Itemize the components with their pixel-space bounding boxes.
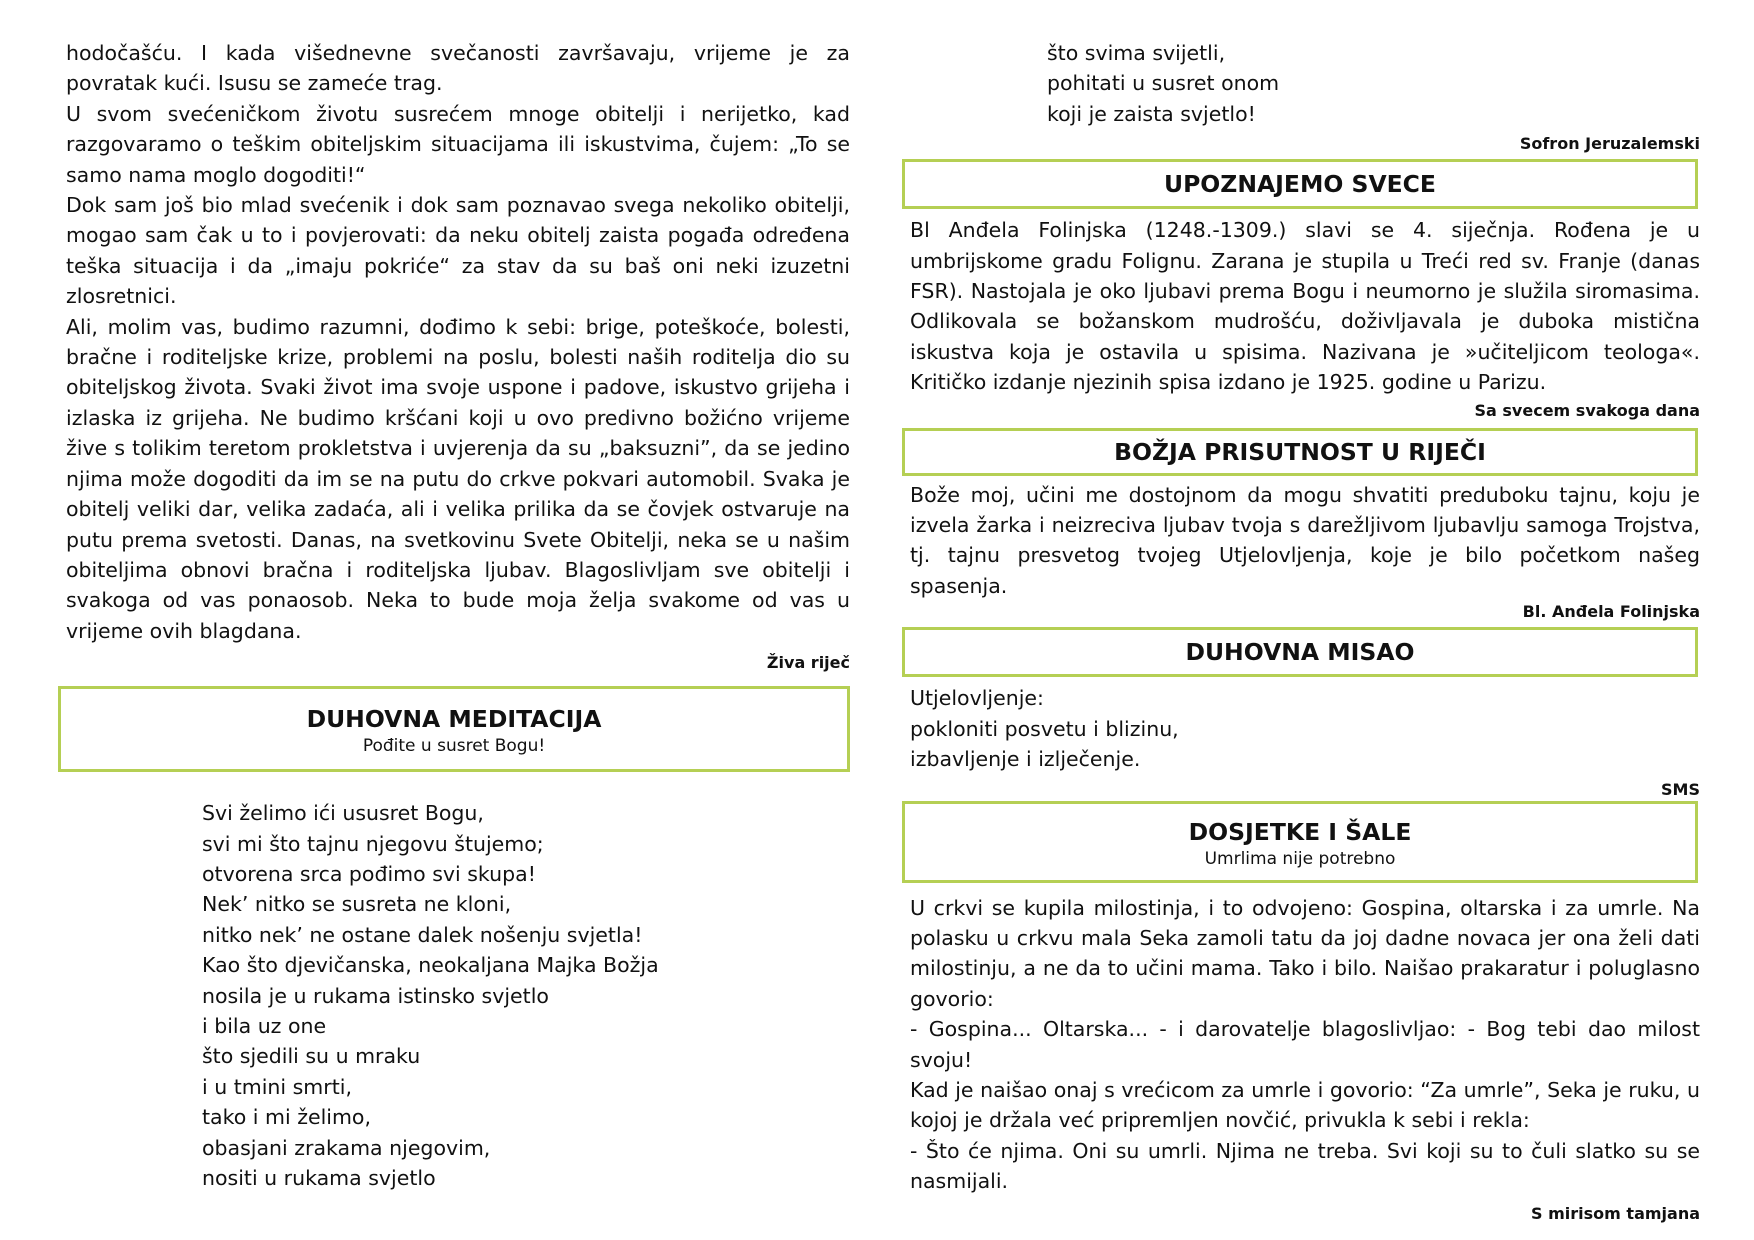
section-title: DUHOVNA MISAO — [1185, 638, 1415, 667]
thought-header — [902, 627, 1698, 677]
poem-line: i u tmini smrti, — [202, 1074, 352, 1099]
jokes-header — [902, 801, 1698, 883]
paragraph: U svom svećeničkom životu susrećem mnoge obitelji i nerijetko, kad razgovaramo o teškim obiteljskim situacijama ili iskustvima, čujem: „To se samo nama moglo dogoditi!“ — [66, 101, 850, 187]
poem-line: svi mi što tajnu njegovu štujemo; — [202, 831, 544, 856]
attribution: Sa svecem svakoga dana — [1474, 400, 1700, 420]
poem-line: i bila uz one — [202, 1013, 327, 1038]
poem-line: Kao što djevičanska, neokaljana Majka Božja — [202, 953, 659, 978]
saints-header — [902, 159, 1698, 209]
thought-line: izbavljenje i izlječenje. — [910, 747, 1141, 772]
paragraph: - Gospina... Oltarska... - i darovatelje blagoslivljao: - Bog tebi dao milost svoju! — [910, 1017, 1700, 1072]
meditation-poem — [202, 798, 850, 1193]
paragraph: U crkvi se kupila milostinja, i to odvojeno: Gospina, oltarska i za umrle. Na polasku u crkvu mala Seka zamoli tatu da joj dadne novaca jer ona želi dati milostinju, a ne da to učini mama. Tako i bilo. Naišao prakaratur i poluglasno govorio: — [910, 895, 1700, 1011]
thought-line: Utjelovljenje: — [910, 686, 1044, 711]
section-title: DOSJETKE I ŠALE — [1188, 817, 1412, 846]
paragraph: Ali, molim vas, budimo razumni, dođimo k sebi: brige, poteškoće, bolesti, bračne i roditeljske krize, problemi na poslu, bolesti naših roditelja dio su obiteljskog života. Svaki život ima svoje uspone i padove, iskustvo grijeha i izlaska iz grijeha. Ne budimo kršćani koji u ovo predivno božićno vrijeme žive s tolikim teretom prokletstva i uvjerenja da su „baksuzni”, da se jedino njima može dogoditi da im se na putu do crkve pokvari automobil. Svaka je obitelj veliki dar, velika zadaća, ali i velika prilika da se čovjek ostvaruje na putu prema svetosti. Danas, na svetkovinu Svete Obitelji, neka se u našim obiteljima obnovi bračna i roditeljska ljubav. Blagoslivljam sve obitelji i svakoga od vas ponaosob. Neka to bude moja želja svakome od vas u vrijeme ovih blagdana. — [66, 314, 850, 643]
poem-line: obasjani zrakama njegovim, — [202, 1135, 491, 1160]
saints-text: Bl Anđela Folinjska (1248.-1309.) slavi se 4. siječnja. Rođena je u umbrijskome gradu Folignu. Zarana je stupila u Treći red sv. Franje (danas FSR). Nastojala je oko ljubavi prema Bogu i neumorno je služila siromasima. Odlikovala se božanskom mudrošću, doživljavala je duboka mistična iskustva koja je ostavila u spisima. Nazivana je »učiteljicom teologa«. Kritičko izdanje njezinih spisa izdano je 1925. godine u Parizu. — [910, 218, 1700, 395]
poem-line: tako i mi želimo, — [202, 1105, 371, 1130]
presence-header — [902, 428, 1698, 476]
paragraph: - Što će njima. Oni su umrli. Njima ne treba. Svi koji su to čuli slatko su se nasmijali. — [910, 1138, 1700, 1194]
attribution: Sofron Jeruzalemski — [1519, 134, 1700, 154]
left-column — [66, 38, 850, 1193]
poem-continuation — [1047, 38, 1700, 129]
attribution: Bl. Anđela Folinjska — [1522, 602, 1700, 622]
poem-line: što svima svijetli, — [1047, 41, 1226, 65]
right-column — [910, 38, 1700, 1225]
poem-line: Svi želimo ići ususret Bogu, — [202, 801, 484, 826]
thought-text — [910, 683, 1700, 774]
section-title: DUHOVNA MEDITACIJA — [306, 705, 602, 734]
jokes-text — [910, 893, 1700, 1197]
poem-line: što sjedili su u mraku — [202, 1044, 421, 1069]
attribution: Živa riječ — [766, 653, 850, 673]
meditation-header — [58, 686, 850, 772]
thought-line: pokloniti posvetu i blizinu, — [910, 716, 1179, 741]
poem-line: nosila je u rukama istinsko svjetlo — [202, 983, 549, 1008]
paragraph: Dok sam još bio mlad svećenik i dok sam poznavao svega nekoliko obitelji, mogao sam čak u to i povjerovati: da neku obitelj zaista pogađa određena teška situacija i da „imaju pokriće“ za stav da su baš oni neki izuzetni zlosretnici. — [66, 193, 850, 309]
section-subtitle: Umrlima nije potrebno — [1204, 848, 1396, 869]
poem-line: otvorena srca pođimo svi skupa! — [202, 861, 536, 886]
section-title: UPOZNAJEMO SVECE — [1164, 170, 1436, 199]
poem-line: koji je zaista svjetlo! — [1047, 101, 1256, 126]
poem-line: Nek’ nitko se susreta ne kloni, — [202, 892, 512, 917]
section-subtitle: Pođite u susret Bogu! — [362, 736, 546, 757]
poem-line: pohitati u susret onom — [1047, 71, 1280, 96]
presence-text: Bože moj, učini me dostojnom da mogu shvatiti preduboku tajnu, koju je izvela žarka i neizreciva ljubav tvoja s darežljivom ljubavlju samoga Trojstva, tj. tajnu presvetog tvojeg Utjelovljenja, koje je bilo početkom našeg spasenja. — [910, 482, 1700, 598]
attribution: S mirisom tamjana — [1531, 1203, 1700, 1223]
attribution: SMS — [1661, 779, 1700, 799]
poem-line: nositi u rukama svjetlo — [202, 1166, 436, 1190]
section-title: BOŽJA PRISUTNOST U RIJEČI — [1114, 437, 1486, 466]
paragraph: hodočašću. I kada višednevne svečanosti završavaju, vrijeme je za povratak kući. Isusu se zameće trag. — [66, 41, 850, 96]
poem-line: nitko nek’ ne ostane dalek nošenju svjetla! — [202, 922, 643, 947]
paragraph: Kad je naišao onaj s vrećicom za umrle i govorio: “Za umrle”, Seka je ruku, u kojoj je držala već pripremljen novčić, privukla k sebi i rekla: — [910, 1077, 1700, 1133]
